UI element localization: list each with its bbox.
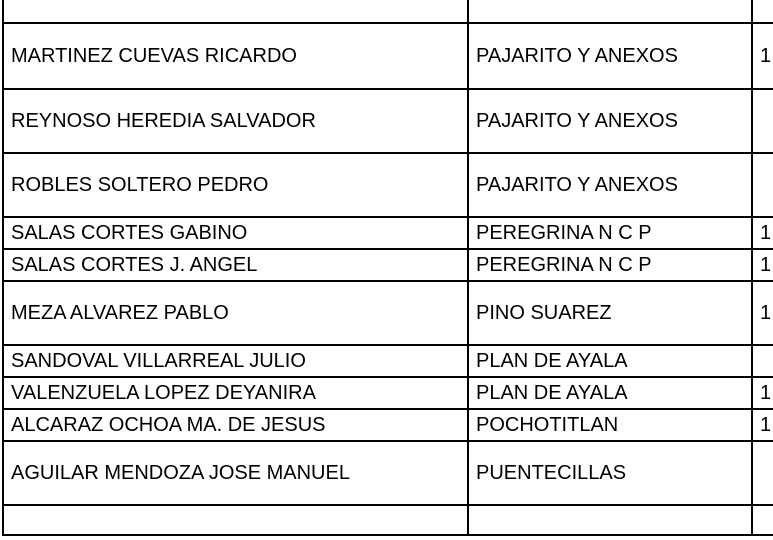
number-cell <box>752 89 773 153</box>
number-cell: 1 <box>752 249 773 281</box>
name-cell: ROBLES SOLTERO PEDRO <box>3 153 468 217</box>
number-cell <box>752 441 773 505</box>
place-cell: PEREGRINA N C P <box>468 217 752 249</box>
name-cell: SALAS CORTES J. ANGEL <box>3 249 468 281</box>
table-row <box>3 217 773 249</box>
place-cell <box>468 0 752 23</box>
name-cell: AGUILAR MENDOZA JOSE MANUEL <box>3 441 468 505</box>
place-cell <box>468 505 752 535</box>
table-row <box>3 409 773 441</box>
number-cell <box>752 505 773 535</box>
number-cell <box>752 0 773 23</box>
place-cell: PAJARITO Y ANEXOS <box>468 89 752 153</box>
name-cell: SALAS CORTES GABINO <box>3 217 468 249</box>
name-cell: REYNOSO HEREDIA SALVADOR <box>3 89 468 153</box>
place-cell: PAJARITO Y ANEXOS <box>468 153 752 217</box>
number-cell: 1 <box>752 23 773 89</box>
table-row <box>3 153 773 217</box>
place-cell: PAJARITO Y ANEXOS <box>468 23 752 89</box>
number-cell <box>752 153 773 217</box>
number-cell: 1 <box>752 281 773 345</box>
name-cell: MEZA ALVAREZ PABLO <box>3 281 468 345</box>
table-row <box>3 281 773 345</box>
number-cell: 1 <box>752 217 773 249</box>
name-cell: SANDOVAL VILLARREAL JULIO <box>3 345 468 377</box>
number-cell: 1 <box>752 409 773 441</box>
name-cell <box>3 0 468 23</box>
place-cell: PUENTECILLAS <box>468 441 752 505</box>
name-cell: VALENZUELA LOPEZ DEYANIRA <box>3 377 468 409</box>
place-cell: PEREGRINA N C P <box>468 249 752 281</box>
place-cell: POCHOTITLAN <box>468 409 752 441</box>
place-cell: PLAN DE AYALA <box>468 377 752 409</box>
table-row <box>3 505 773 535</box>
records-table <box>2 0 773 536</box>
table-row <box>3 377 773 409</box>
table-row <box>3 249 773 281</box>
name-cell <box>3 505 468 535</box>
table-row <box>3 89 773 153</box>
name-cell: ALCARAZ OCHOA MA. DE JESUS <box>3 409 468 441</box>
table-row <box>3 0 773 23</box>
number-cell <box>752 345 773 377</box>
name-cell: MARTINEZ CUEVAS RICARDO <box>3 23 468 89</box>
number-cell: 1 <box>752 377 773 409</box>
table-row <box>3 23 773 89</box>
place-cell: PINO SUAREZ <box>468 281 752 345</box>
table-row <box>3 441 773 505</box>
place-cell: PLAN DE AYALA <box>468 345 752 377</box>
table-row <box>3 345 773 377</box>
